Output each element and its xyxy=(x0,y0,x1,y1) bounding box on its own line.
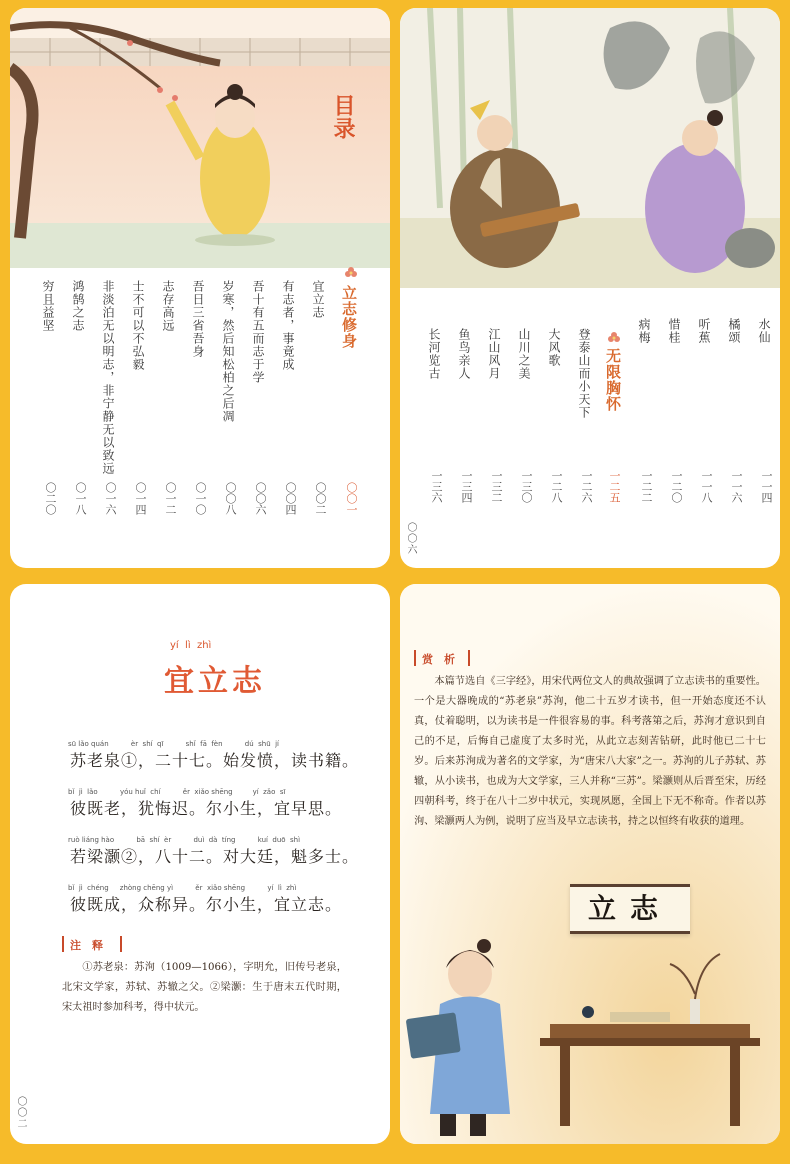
toc-page-number: 一三二 xyxy=(490,470,503,503)
toc-page-number: 〇〇一 xyxy=(345,482,358,515)
lesson-title: 宜立志 xyxy=(164,664,266,699)
pinyin-line: bǐ jì chéng zhòng chēng yì ěr xiǎo shēng yí lì zhì xyxy=(68,884,297,892)
toc-item[interactable]: 长河览古 xyxy=(427,328,441,380)
pinyin-line: bǐ jì lǎo yóu huǐ chí ěr xiǎo shēng yí zǎo sī xyxy=(68,788,286,796)
toc-item[interactable]: 登泰山而小天下 xyxy=(577,328,591,419)
notes-heading: 注 释 xyxy=(70,939,103,952)
toc-page-number: 一二八 xyxy=(550,470,563,503)
poem-line: 彼既老，犹悔迟。尔小生，宜早思。 xyxy=(70,799,343,818)
toc-page-number: 一二二 xyxy=(640,470,653,503)
toc-item[interactable]: 宜立志 xyxy=(311,280,325,319)
toc-page-number: 〇一〇 xyxy=(194,482,207,515)
toc-page-number: 〇〇二 xyxy=(314,482,327,515)
toc-page-number: 〇〇四 xyxy=(284,482,297,515)
toc-page-number: 〇二〇 xyxy=(44,482,57,515)
toc-item[interactable]: 穷且益坚 xyxy=(41,280,55,332)
toc-item[interactable]: 病梅 xyxy=(637,318,651,344)
toc-item[interactable]: 志存高远 xyxy=(161,280,175,332)
toc-page-right xyxy=(400,8,780,568)
poem-line: 彼既成，众称异。尔小生，宜立志。 xyxy=(70,895,343,914)
toc-item[interactable]: 有志者，事竟成 xyxy=(281,280,295,371)
page-number: 〇〇六 xyxy=(405,522,416,555)
toc-item[interactable]: 士不可以不弘毅 xyxy=(131,280,145,371)
toc-page-number: 一三六 xyxy=(430,470,443,503)
toc-page-number: 一三四 xyxy=(460,470,473,503)
toc-page-number: 一一六 xyxy=(730,470,743,503)
toc-page-number: 〇一六 xyxy=(104,482,117,515)
pinyin-line: sū lǎo quán èr shí qī shǐ fā fèn dú shū jí xyxy=(68,740,279,748)
flower-icon xyxy=(344,266,358,280)
pinyin-line: ruò liáng hào bā shí èr duì dà tíng kuí duō shì xyxy=(68,836,301,844)
toc-item[interactable]: 鱼鸟亲人 xyxy=(457,328,471,380)
notes-text: ①苏老泉：苏洵（1009—1066），字明允，旧传号老泉，北宋文学家，苏轼、苏辙之父。②梁灏：生于唐末五代时期，宋太祖时参加科考，得中状元。 xyxy=(62,962,347,1013)
toc-item[interactable]: 橘颂 xyxy=(727,318,741,344)
toc-page-left xyxy=(10,8,390,568)
section-title: 无限胸怀 xyxy=(604,348,622,412)
toc-page-number: 一二六 xyxy=(580,470,593,503)
section-title: 立志修身 xyxy=(340,285,358,349)
toc-page-number: 一二〇 xyxy=(670,470,683,503)
toc-item[interactable]: 鸿鹄之志 xyxy=(71,280,85,332)
toc-item[interactable]: 非淡泊无以明志，非宁静无以致远 xyxy=(101,280,115,475)
toc-page-number: 〇一二 xyxy=(164,482,177,515)
toc-page-number: 〇一四 xyxy=(134,482,147,515)
toc-item[interactable]: 惜桂 xyxy=(667,318,681,344)
poem-line: 苏老泉①，二十七。始发愤，读书籍。 xyxy=(70,751,360,770)
toc-page-number: 〇〇八 xyxy=(224,482,237,515)
toc-item[interactable]: 水仙 xyxy=(757,318,771,344)
toc-item[interactable]: 江山风月 xyxy=(487,328,501,380)
toc-title: 目录 xyxy=(330,94,356,140)
poem-line: 若梁灏②，八十二。对大廷，魁多士。 xyxy=(70,847,360,866)
title-pinyin: yí lì zhì xyxy=(170,640,212,651)
toc-page-number: 〇〇六 xyxy=(254,482,267,515)
analysis-heading: 赏 析 xyxy=(422,653,455,666)
flower-icon xyxy=(607,331,621,345)
toc-page-number: 一三〇 xyxy=(520,470,533,503)
toc-page-number: 〇一八 xyxy=(74,482,87,515)
analysis-text: 本篇节选自《三字经》，用宋代两位文人的典故强调了立志读书的重要性。一个是大器晚成的“苏老泉”苏洵，他二十五岁才读书，但一开始态度还不认真，仗着聪明，以为读书是一件很容易的事。科考落第之后，苏洵才意识到自己的不足，后悔自己虚度了太多时光，从此立志刻苦钻研，此时他已二十七岁。后来苏洵成为著名的文学家，为“唐宋八大家”之一。苏洵的儿子苏轼、苏辙，从小读书，也成为大文学家，三人并称“三苏”。梁灏则从后晋至宋，历经四朝科考，终于在八十二岁中状元，实现夙愿，全国上下无不称奇。作者以苏洵、梁灏两人为例，说明了应当及早立志读书，持之以恒终有收获的道理。 xyxy=(414,676,766,827)
analysis-page xyxy=(400,584,780,1144)
illustration-scholars-qin xyxy=(400,8,780,288)
toc-page-number: 一一四 xyxy=(760,470,773,503)
toc-item[interactable]: 大风歌 xyxy=(547,328,561,367)
toc-page-number: 一一八 xyxy=(700,470,713,503)
lesson-page xyxy=(10,584,390,1144)
toc-item[interactable]: 吾十有五而志于学 xyxy=(251,280,265,384)
illustration-boy-reading xyxy=(400,884,780,1144)
toc-item[interactable]: 岁寒，然后知松柏之后凋 xyxy=(221,280,235,423)
toc-item[interactable]: 山川之美 xyxy=(517,328,531,380)
scroll-text: 立志 xyxy=(587,892,672,925)
page-number: 〇〇二 xyxy=(15,1096,26,1129)
toc-item[interactable]: 听蕉 xyxy=(697,318,711,344)
toc-page-number: 一二五 xyxy=(608,470,621,503)
toc-item[interactable]: 吾日三省吾身 xyxy=(191,280,205,358)
